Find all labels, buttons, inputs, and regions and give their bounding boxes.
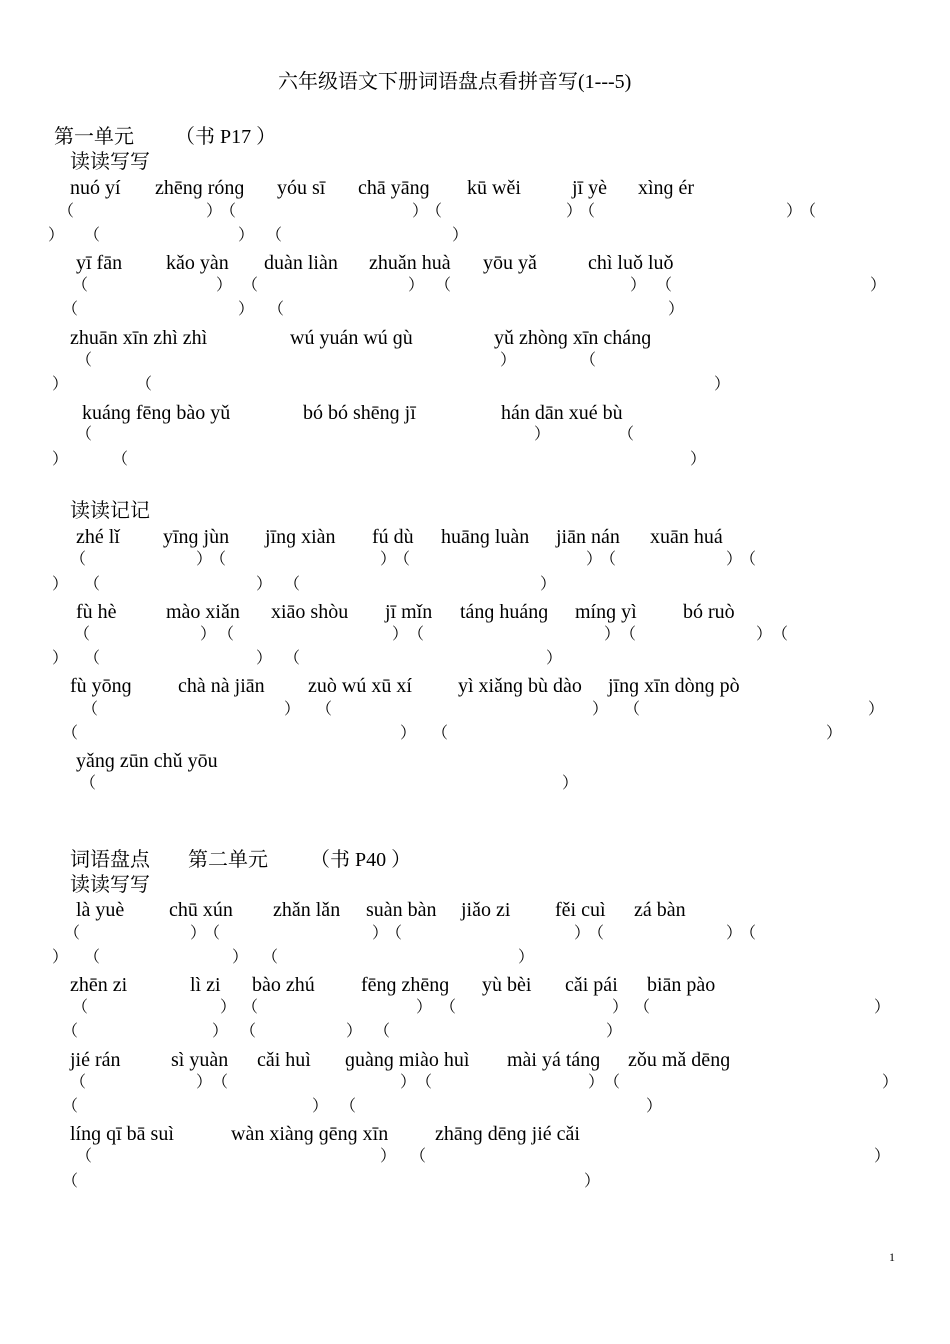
unit2-section-dudu-xiexie: 读读写写: [70, 874, 150, 896]
paren-open: （: [386, 925, 403, 942]
paren-close: ）: [196, 551, 213, 568]
pinyin-word: jiān nán: [556, 526, 620, 548]
pinyin-word: zhuǎn huà: [369, 252, 451, 274]
paren-open: （: [620, 626, 637, 643]
paren-open: （: [76, 352, 93, 369]
paren-close: ）: [612, 999, 629, 1016]
paren-open: （: [62, 1098, 79, 1115]
pinyin-word: fěi cuì: [555, 899, 606, 921]
pinyin-word: nuó yí: [70, 177, 121, 199]
paren-open: （: [240, 1023, 257, 1040]
pinyin-word: zhēn zi: [70, 974, 128, 996]
paren-open: （: [740, 551, 757, 568]
paren-close: ）: [868, 701, 885, 718]
paren-open: （: [410, 1148, 427, 1165]
unit2-book-ref: （书 P40 ）: [310, 849, 412, 871]
pinyin-word: zuò wú xū xí: [308, 675, 412, 697]
pinyin-word: chà nà jiān: [178, 675, 265, 697]
paren-open: （: [394, 551, 411, 568]
paren-open: （: [268, 301, 285, 318]
paren-open: （: [416, 1074, 433, 1091]
pinyin-word: yǎnɡ zūn chǔ yōu: [76, 750, 218, 772]
pinyin-word: jī yè: [572, 177, 607, 199]
paren-close: ）: [220, 999, 237, 1016]
pinyin-word: yī fān: [76, 252, 123, 274]
paren-open: （: [440, 999, 457, 1016]
pinyin-word: jīnɡ xiàn: [265, 526, 336, 548]
pinyin-word: zhēnɡ rónɡ: [155, 177, 245, 199]
paren-open: （: [62, 1023, 79, 1040]
pinyin-word: línɡ qī bā suì: [70, 1123, 174, 1145]
paren-open: （: [624, 701, 641, 718]
paren-close: ）: [540, 576, 557, 593]
paren-open: （: [112, 451, 129, 468]
paren-open: （: [579, 203, 596, 220]
pinyin-word: yóu sī: [277, 177, 326, 199]
paren-close: ）: [416, 999, 433, 1016]
pinyin-word: kuánɡ fēnɡ bào yǔ: [82, 402, 231, 424]
paren-close: ）: [668, 301, 685, 318]
paren-close: ）: [392, 626, 409, 643]
pinyin-word: zǒu mǎ dēnɡ: [628, 1049, 731, 1071]
paren-open: （: [136, 376, 153, 393]
pinyin-word: mào xiǎn: [166, 601, 240, 623]
paren-close: ）: [238, 227, 255, 244]
paren-close: ）: [238, 301, 255, 318]
paren-open: （: [374, 1023, 391, 1040]
pinyin-word: wàn xiànɡ ɡēnɡ xīn: [231, 1123, 389, 1145]
paren-open: （: [340, 1098, 357, 1115]
paren-close: ）: [534, 426, 551, 443]
paren-close: ）: [284, 701, 301, 718]
paren-close: ）: [216, 277, 233, 294]
paren-close: ）: [190, 925, 207, 942]
pinyin-word: lì zi: [190, 974, 221, 996]
paren-close: ）: [690, 451, 707, 468]
paren-close: ）: [412, 203, 429, 220]
pinyin-word: yōu yǎ: [483, 252, 537, 274]
unit1-section-dudu-xiexie: 读读写写: [70, 151, 150, 173]
pinyin-word: fēnɡ zhēnɡ: [361, 974, 450, 996]
paren-close: ）: [196, 1074, 213, 1091]
paren-close: ）: [48, 227, 65, 244]
pinyin-word: jī mǐn: [385, 601, 433, 623]
paren-close: ）: [870, 277, 887, 294]
paren-open: （: [284, 576, 301, 593]
pinyin-word: mài yá tánɡ: [507, 1049, 601, 1071]
paren-close: ）: [346, 1023, 363, 1040]
pinyin-word: jīnɡ xīn dònɡ pò: [608, 675, 740, 697]
pinyin-word: bào zhú: [252, 974, 315, 996]
pinyin-word: jié rán: [70, 1049, 121, 1071]
paren-close: ）: [372, 925, 389, 942]
pinyin-word: kū wěi: [467, 177, 521, 199]
pinyin-word: cǎi huì: [257, 1049, 311, 1071]
paren-open: （: [266, 227, 283, 244]
paren-open: （: [84, 949, 101, 966]
pinyin-word: xuān huá: [650, 526, 723, 548]
paren-open: （: [432, 725, 449, 742]
paren-open: （: [588, 925, 605, 942]
pinyin-word: fú dù: [372, 526, 414, 548]
paren-open: （: [600, 551, 617, 568]
paren-close: ）: [380, 551, 397, 568]
pinyin-word: tánɡ huánɡ: [460, 601, 549, 623]
paren-open: （: [426, 203, 443, 220]
paren-open: （: [604, 1074, 621, 1091]
paren-open: （: [62, 301, 79, 318]
paren-open: （: [618, 426, 635, 443]
paren-open: （: [74, 626, 91, 643]
paren-open: （: [84, 227, 101, 244]
paren-open: （: [58, 203, 75, 220]
pinyin-word: chū xún: [169, 899, 233, 921]
paren-open: （: [70, 1074, 87, 1091]
paren-close: ）: [546, 650, 563, 667]
paren-close: ）: [588, 1074, 605, 1091]
paren-close: ）: [786, 203, 803, 220]
paren-open: （: [435, 277, 452, 294]
paren-open: （: [204, 925, 221, 942]
paren-open: （: [62, 1173, 79, 1190]
paren-open: （: [408, 626, 425, 643]
paren-close: ）: [606, 1023, 623, 1040]
paren-open: （: [242, 277, 259, 294]
paren-open: （: [218, 626, 235, 643]
pinyin-word: bó bó shēnɡ jī: [303, 402, 416, 424]
pinyin-word: duàn liàn: [264, 252, 338, 274]
paren-open: （: [64, 925, 81, 942]
paren-close: ）: [604, 626, 621, 643]
pinyin-word: zhǎn lǎn: [273, 899, 341, 921]
paren-close: ）: [256, 576, 273, 593]
paren-close: ）: [518, 949, 535, 966]
paren-open: （: [262, 949, 279, 966]
pinyin-word: yì xiǎnɡ bù dào: [458, 675, 582, 697]
paren-open: （: [220, 203, 237, 220]
paren-open: （: [76, 426, 93, 443]
paren-close: ）: [646, 1098, 663, 1115]
paren-close: ）: [400, 1074, 417, 1091]
paren-open: （: [772, 626, 789, 643]
page-title: 六年级语文下册词语盘点看拼音写(1---5): [278, 71, 632, 93]
paren-close: ）: [500, 352, 517, 369]
paren-close: ）: [206, 203, 223, 220]
pinyin-word: yīnɡ jùn: [163, 526, 230, 548]
paren-close: ）: [52, 949, 69, 966]
paren-open: （: [284, 650, 301, 667]
pinyin-word: zhānɡ dēnɡ jié cǎi: [435, 1123, 580, 1145]
paren-close: ）: [874, 1148, 891, 1165]
paren-close: ）: [726, 925, 743, 942]
unit1-heading: 第一单元: [54, 126, 134, 148]
page-number: 1: [889, 1250, 895, 1264]
pinyin-word: fù hè: [76, 601, 117, 623]
pinyin-word: suàn bàn: [366, 899, 437, 921]
paren-close: ）: [408, 277, 425, 294]
pinyin-word: zhuān xīn zhì zhì: [70, 327, 208, 349]
pinyin-word: fù yōnɡ: [70, 675, 132, 697]
paren-close: ）: [574, 925, 591, 942]
paren-close: ）: [726, 551, 743, 568]
pinyin-word: jiǎo zi: [461, 899, 511, 921]
pinyin-word: sì yuàn: [171, 1049, 229, 1071]
paren-open: （: [72, 999, 89, 1016]
pinyin-word: wú yuán wú ɡù: [290, 327, 413, 349]
paren-close: ）: [586, 551, 603, 568]
pinyin-word: là yuè: [76, 899, 125, 921]
paren-close: ）: [882, 1074, 899, 1091]
paren-open: （: [76, 1148, 93, 1165]
paren-open: （: [62, 725, 79, 742]
paren-close: ）: [452, 227, 469, 244]
paren-close: ）: [200, 626, 217, 643]
paren-open: （: [242, 999, 259, 1016]
pinyin-word: huānɡ luàn: [441, 526, 530, 548]
paren-close: ）: [212, 1023, 229, 1040]
paren-open: （: [70, 551, 87, 568]
paren-open: （: [634, 999, 651, 1016]
paren-close: ）: [312, 1098, 329, 1115]
unit1-section-dudu-jiji: 读读记记: [70, 500, 150, 522]
pinyin-word: kǎo yàn: [166, 252, 229, 274]
paren-close: ）: [630, 277, 647, 294]
pinyin-word: biān pào: [647, 974, 716, 996]
unit1-book-ref: （书 P17 ）: [175, 126, 277, 148]
paren-open: （: [210, 551, 227, 568]
pinyin-word: zhé lǐ: [76, 526, 120, 548]
paren-open: （: [84, 576, 101, 593]
paren-open: （: [580, 352, 597, 369]
paren-close: ）: [380, 1148, 397, 1165]
pinyin-word: zá bàn: [634, 899, 686, 921]
pinyin-word: mínɡ yì: [575, 601, 637, 623]
paren-open: （: [800, 203, 817, 220]
paren-open: （: [80, 775, 97, 792]
pinyin-word: ɡuànɡ miào huì: [345, 1049, 470, 1071]
unit2-heading: 第二单元: [188, 849, 268, 871]
paren-open: （: [82, 701, 99, 718]
paren-close: ）: [562, 775, 579, 792]
paren-close: ）: [826, 725, 843, 742]
paren-close: ）: [714, 376, 731, 393]
paren-open: （: [740, 925, 757, 942]
paren-close: ）: [52, 376, 69, 393]
paren-open: （: [84, 650, 101, 667]
paren-close: ）: [256, 650, 273, 667]
paren-close: ）: [584, 1173, 601, 1190]
paren-close: ）: [52, 650, 69, 667]
pinyin-word: yǔ zhònɡ xīn chánɡ: [494, 327, 652, 349]
paren-close: ）: [566, 203, 583, 220]
paren-close: ）: [400, 725, 417, 742]
pinyin-word: chì luǒ luǒ: [588, 252, 674, 274]
paren-close: ）: [52, 576, 69, 593]
pinyin-word: bó ruò: [683, 601, 735, 623]
pinyin-word: xìnɡ ér: [638, 177, 695, 199]
paren-close: ）: [232, 949, 249, 966]
pinyin-word: xiāo shòu: [271, 601, 349, 623]
pinyin-word: cǎi pái: [565, 974, 618, 996]
pinyin-word: yù bèi: [482, 974, 532, 996]
paren-open: （: [316, 701, 333, 718]
pinyin-word: chā yānɡ: [358, 177, 430, 199]
unit2-label: 词语盘点: [70, 849, 150, 871]
paren-close: ）: [756, 626, 773, 643]
paren-open: （: [72, 277, 89, 294]
paren-open: （: [656, 277, 673, 294]
paren-open: （: [212, 1074, 229, 1091]
paren-close: ）: [874, 999, 891, 1016]
pinyin-word: hán dān xué bù: [501, 402, 623, 424]
paren-close: ）: [592, 701, 609, 718]
paren-close: ）: [52, 451, 69, 468]
